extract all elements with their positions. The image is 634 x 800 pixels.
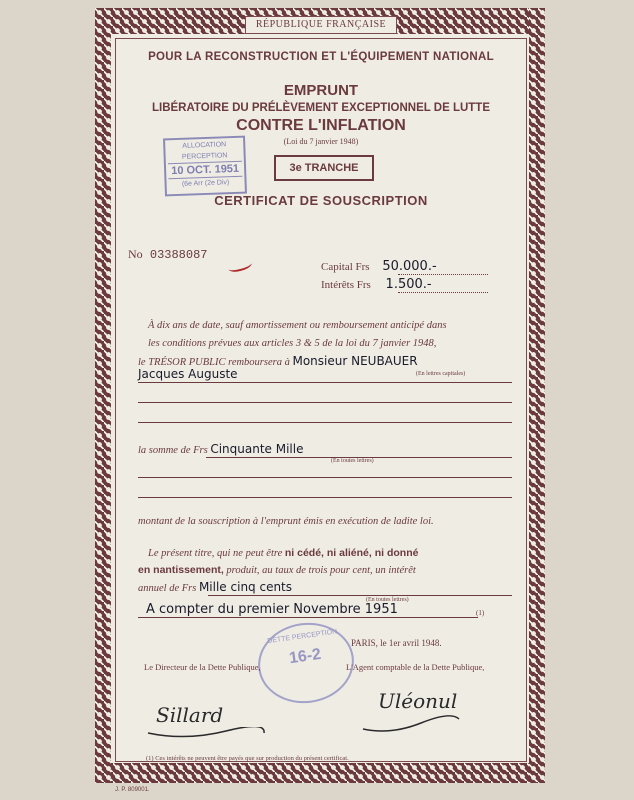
signature-left: Sillard <box>156 703 224 727</box>
beneficiary-line1: Monsieur NEUBAUER <box>292 354 418 368</box>
numero-value: 03388087 <box>149 248 208 262</box>
a-compter-value: A compter du premier Novembre 1951 <box>146 602 398 617</box>
para2-d: produit, au taux de trois pour cent, un intérêt <box>226 565 416 576</box>
decorative-border-bottom <box>95 763 545 783</box>
footnote: (1) Ces intérêts ne peuvent être payés que sur production du présent certificat. <box>146 755 349 762</box>
para2-c: en nantissement, <box>138 564 224 576</box>
certificate-body <box>115 38 527 762</box>
certificate-number <box>128 247 207 262</box>
para1-line2: les conditions prévues aux articles 3 & 5 de la loi du 7 janvier 1948, <box>148 338 437 349</box>
para2-e: annuel de Frs <box>138 583 197 594</box>
red-check-mark <box>227 258 253 274</box>
fill-line-5 <box>138 477 512 478</box>
para1-line1: À dix ans de date, sauf amortissement ou remboursement anticipé dans <box>148 320 447 331</box>
fill-line-6 <box>138 497 512 498</box>
print-code: J. P. 809001. <box>115 787 150 793</box>
stamp-line2: PERCEPTION <box>181 152 228 161</box>
para2-line2 <box>138 562 518 579</box>
decorative-border-right <box>529 8 545 783</box>
toutes-lettres-note: (En toutes lettres) <box>331 458 374 464</box>
fill-line-7 <box>208 595 512 596</box>
beneficiary-line2: Jacques Auguste <box>138 367 238 381</box>
footnote-mark: (1) <box>476 609 485 617</box>
stamp2-text: DETTE PERCEPTION <box>266 628 338 646</box>
emprunt-heading: EMPRUNT <box>283 82 359 99</box>
stamp-date: 10 OCT. 1951 <box>168 161 243 180</box>
capital-row <box>321 259 437 274</box>
capital-value: 50.000.- <box>382 259 437 274</box>
interets-line <box>398 292 488 293</box>
capital-line <box>398 274 488 275</box>
perception-stamp <box>163 136 247 197</box>
montant-text: montant de la souscription à l'emprunt émis en exécution de ladite loi. <box>138 516 434 527</box>
certificate-document <box>95 8 545 783</box>
fill-line-8 <box>138 617 478 618</box>
fill-line-1 <box>138 382 512 383</box>
para2-a: Le présent titre, qui ne peut être <box>148 548 283 559</box>
para2-b: ni cédé, ni aliéné, ni donné <box>284 547 419 559</box>
interet-value: Mille cinq cents <box>198 580 293 594</box>
fill-line-3 <box>138 422 512 423</box>
stamp-line3: (6e Arr (2e Div) <box>181 179 230 188</box>
interets-row <box>321 277 432 292</box>
para2-line1 <box>148 545 518 562</box>
numero-label: No <box>128 247 143 261</box>
signature-left-flourish <box>146 727 266 739</box>
fill-line-4 <box>206 457 512 458</box>
fill-line-2 <box>138 402 512 403</box>
decorative-border-left <box>95 8 111 783</box>
reconstruction-heading: POUR LA RECONSTRUCTION ET L'ÉQUIPEMENT NATIONAL <box>148 51 494 63</box>
somme-label: la somme de Frs <box>138 445 208 456</box>
capital-label: Capital Frs <box>321 261 370 273</box>
republic-label: RÉPUBLIQUE FRANÇAISE <box>245 16 397 34</box>
lieu-date: PARIS, le 1er avril 1948. <box>351 638 442 648</box>
agent-label: L'Agent comptable de la Dette Publique, <box>346 662 485 672</box>
interets-value: 1.500.- <box>385 277 432 292</box>
capitals-note: (En lettres capitales) <box>416 371 466 377</box>
signature-right: Uléonul <box>378 689 458 713</box>
loi-date: (Loi du 7 janvier 1948) <box>283 137 359 146</box>
stamp2-num: 16-2 <box>288 645 323 668</box>
toutes-lettres-note-2: (En toutes lettres) <box>366 597 409 603</box>
contre-inflation-heading: CONTRE L'INFLATION <box>236 117 406 134</box>
directeur-label: Le Directeur de la Dette Publique, <box>144 662 261 672</box>
interets-label: Intérêts Frs <box>321 279 371 291</box>
signature-right-flourish <box>361 715 461 735</box>
para1-line3-text: le TRÉSOR PUBLIC remboursera à <box>138 357 290 368</box>
stamp-line1: ALLOCATION <box>182 141 227 150</box>
liberatoire-heading: LIBÉRATOIRE DU PRÉLÈVEMENT EXCEPTIONNEL DE LUTTE <box>151 102 490 114</box>
certificat-title: CERTIFICAT DE SOUSCRIPTION <box>214 193 428 208</box>
somme-value: Cinquante Mille <box>210 442 304 456</box>
tranche-badge: 3e TRANCHE <box>274 155 374 181</box>
